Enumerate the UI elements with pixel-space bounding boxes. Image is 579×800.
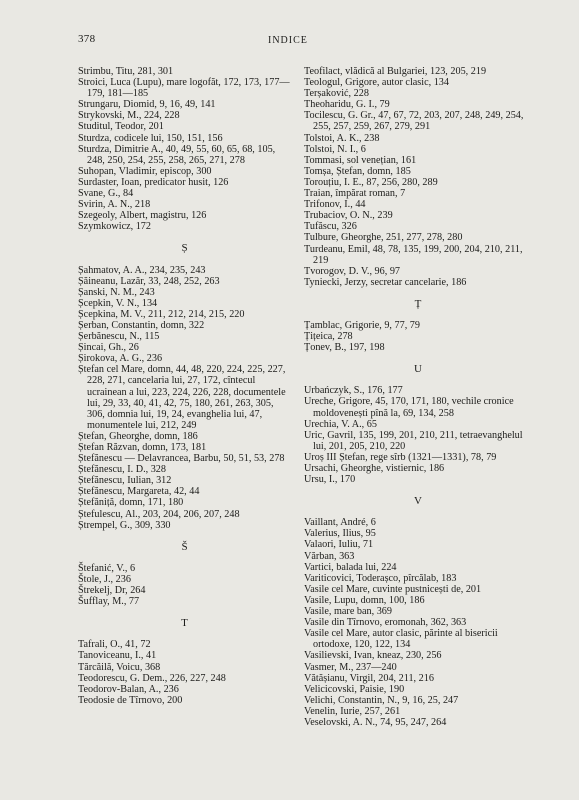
index-entry: Ștefănescu — Delavrancea, Barbu, 50, 51, 53, 278 (78, 453, 285, 465)
index-entry: Uroș III Ștefan, rege sîrb (1321—1331), 78, 79 (304, 451, 497, 463)
index-entry: Ursachi, Gheorghe, vistiernic, 186 (304, 463, 445, 474)
index-entry: Stroici, Luca (Lupu), mare logofăt, 172, 173, 177—179, 181—185 (78, 77, 290, 100)
index-column-right (304, 66, 532, 728)
index-entry: Șanski, N. M., 243 (78, 286, 155, 298)
index-entry: Tyniecki, Jerzy, secretar cancelarie, 186 (304, 276, 467, 288)
index-entry: Velicicovski, Paisie, 190 (304, 683, 405, 695)
index-entry: Šufflay, M., 77 (78, 596, 140, 608)
section-letter: U (414, 363, 422, 376)
running-head: INDICE (268, 35, 308, 46)
index-entry: Teofilact, vlădică al Bulgariei, 123, 205, 219 (304, 66, 487, 77)
index-entry: Vasile cel Mare, cuvinte pustnicești de, 201 (304, 583, 482, 595)
index-entry: Tafrali, O., 41, 72 (78, 639, 151, 651)
index-entry: Traian, împărat roman, 7 (304, 188, 406, 200)
index-entry: Tărcăilă, Voicu, 368 (78, 661, 161, 673)
index-entry: Ștefăniță, domn, 171, 180 (78, 497, 184, 509)
index-entry: Strimbu, Titu, 281, 301 (78, 66, 174, 77)
index-entry: Vaillant, André, 6 (304, 517, 376, 529)
index-entry: Tanoviceanu, I., 41 (78, 650, 157, 662)
index-entry: Venelin, Iurie, 257, 261 (304, 705, 401, 717)
index-entry: Sturdza, codicele lui, 150, 151, 156 (78, 132, 223, 144)
index-entry: Teodorov-Balan, A., 236 (78, 683, 179, 695)
index-entry: Szymkowicz, 172 (78, 221, 151, 233)
index-entry: Ștefulescu, Al., 203, 204, 206, 207, 248 (78, 508, 240, 520)
index-entry: Tvorogov, D. V., 96, 97 (304, 265, 401, 277)
index-entry: Ștrempel, G., 309, 330 (78, 519, 171, 531)
index-entry: Variticovici, Toderașco, pîrcălab, 183 (304, 572, 457, 584)
page-number: 378 (78, 33, 96, 45)
index-column-left (78, 66, 291, 706)
index-entry: Studitul, Teodor, 201 (78, 121, 164, 133)
index-entry: Teologul, Grigore, autor clasic, 134 (304, 77, 449, 89)
index-entry: Șahmatov, A. A., 234, 235, 243 (78, 264, 206, 276)
index-entry: Ștefan, Gheorghe, domn, 186 (78, 430, 198, 442)
index-entry: Szegeoly, Albert, magistru, 126 (78, 210, 207, 222)
section-letter: V (414, 495, 422, 508)
index-entry: Șcepkin, V. N., 134 (78, 297, 158, 309)
index-entry: Strungaru, Diomid, 9, 16, 49, 141 (78, 99, 216, 111)
index-entry: Vasile, mare ban, 369 (304, 606, 392, 618)
index-entry: Ștefănescu, Margareta, 42, 44 (78, 486, 200, 498)
index-entry: Șcepkina, M. V., 211, 212, 214, 215, 220 (78, 308, 245, 320)
index-entry: Theoharidu, G. I., 79 (304, 99, 390, 111)
index-entry: Ștefănescu, Iulian, 312 (78, 475, 172, 487)
index-entry: Teodosie de Tîrnovo, 200 (78, 694, 183, 706)
index-entry: Tolstoi, A. K., 238 (304, 132, 380, 144)
index-entry: Ursu, I., 170 (304, 474, 356, 486)
section-letter: T (181, 617, 188, 630)
index-entry: Valerius, Ilius, 95 (304, 528, 376, 540)
index-entry: Șerban, Constantin, domn, 322 (78, 319, 205, 331)
index-entry: Veselovski, A. N., 74, 95, 247, 264 (304, 716, 447, 728)
index-entry: Urechia, V. A., 65 (304, 418, 377, 430)
index-entry: Štefanić, V., 6 (78, 562, 136, 574)
index-entry: Ștefan cel Mare, domn, 44, 48, 220, 224, 225, 227, 228, 271, cancelaria lui, 27, 172, cîntecul ucrainean a lui, 223, 224, 226, 228, documentele lui, 29, 33, 40, 41, 42, 75, 180, 261, 263, 305, 306, domnia lui, 19, 24, evanghelia lui, 47, monumentele lui, 212, 249 (78, 364, 286, 431)
index-entry: Vasilievski, Ivan, kneaz, 230, 256 (304, 650, 442, 662)
index-entry: Șincai, Gh., 26 (78, 342, 139, 354)
index-entry: Ureche, Grigore, 45, 170, 171, 180, vechile cronice moldovenești pînă la, 69, 134, 258 (304, 396, 514, 419)
index-entry: Turdeanu, Emil, 48, 78, 135, 199, 200, 204, 210, 211, 219 (304, 243, 523, 266)
index-entry: Tolstoi, N. I., 6 (304, 143, 366, 155)
index-entry: Vasile cel Mare, autor clasic, părinte al bisericii ortodoxe, 120, 122, 134 (304, 628, 498, 651)
index-entry: Uric, Gavril, 135, 199, 201, 210, 211, tetraevanghelul lui, 201, 205, 210, 220 (304, 429, 523, 452)
index-entry: Șirokova, A. G., 236 (78, 353, 163, 365)
index-entry: Țamblac, Grigorie, 9, 77, 79 (304, 319, 420, 331)
index-entry: Tulbure, Gheorghe, 251, 277, 278, 280 (304, 232, 463, 244)
index-entry: Ștefănescu, I. D., 328 (78, 464, 166, 476)
index-entry: Tufăscu, 326 (304, 221, 357, 233)
index-entry: Vasmer, M., 237—240 (304, 661, 397, 673)
index-entry: Sturdza, Dimitrie A., 40, 49, 55, 60, 65, 68, 105, 248, 250, 254, 255, 258, 265, 271, 278 (78, 143, 276, 166)
index-entry: Strykovski, M., 224, 228 (78, 110, 180, 122)
index-entry: Ștefan Răzvan, domn, 173, 181 (78, 442, 207, 453)
section-letter: Ș (181, 242, 188, 255)
index-entry: Velichi, Constantin, N., 9, 16, 25, 247 (304, 694, 459, 706)
index-entry: Șerbănescu, N., 115 (78, 331, 160, 343)
index-entry: Vartici, balada lui, 224 (304, 561, 397, 573)
section-letter: Š (181, 540, 188, 553)
index-entry: Vătășianu, Virgil, 204, 211, 216 (304, 672, 434, 684)
index-entry: Teodorescu, G. Dem., 226, 227, 248 (78, 672, 226, 684)
index-entry: Tommasi, sol venețian, 161 (304, 154, 417, 166)
index-entry: Șăineanu, Lazăr, 33, 248, 252, 263 (78, 275, 220, 287)
index-entry: Valaori, Iuliu, 71 (304, 539, 374, 551)
index-entry: Terșaković, 228 (304, 88, 369, 100)
index-entry: Țonev, B., 197, 198 (304, 342, 385, 354)
index-entry: Surdaster, Ioan, predicator husit, 126 (78, 176, 229, 188)
index-entry: Trubaciov, O. N., 239 (304, 210, 393, 222)
section-letter: Ț (414, 297, 422, 310)
index-entry: Štole, J., 236 (78, 573, 131, 585)
index-entry: Štrekelj, Dr, 264 (78, 585, 146, 597)
index-entry: Vasile, Lupu, domn, 100, 186 (304, 594, 425, 606)
index-entry: Svane, G., 84 (78, 188, 134, 200)
index-entry: Tomșa, Ștefan, domn, 185 (304, 165, 411, 177)
index-entry: Vasile din Tîrnovo, eromonah, 362, 363 (304, 617, 467, 629)
index-entry: Torouțiu, I. E., 87, 256, 280, 289 (304, 176, 438, 188)
index-entry: Suhopan, Vladimir, episcop, 300 (78, 165, 212, 177)
index-entry: Vărban, 363 (304, 550, 355, 562)
index-entry: Urbańczyk, S., 176, 177 (304, 385, 403, 397)
index-entry: Trifonov, I., 44 (304, 199, 366, 211)
index-entry: Tocilescu, G. Gr., 47, 67, 72, 203, 207, 248, 249, 254, 255, 257, 259, 267, 279, 291 (304, 110, 524, 133)
index-entry: Țițeica, 278 (304, 331, 353, 343)
index-entry: Svirin, A. N., 218 (78, 199, 151, 211)
